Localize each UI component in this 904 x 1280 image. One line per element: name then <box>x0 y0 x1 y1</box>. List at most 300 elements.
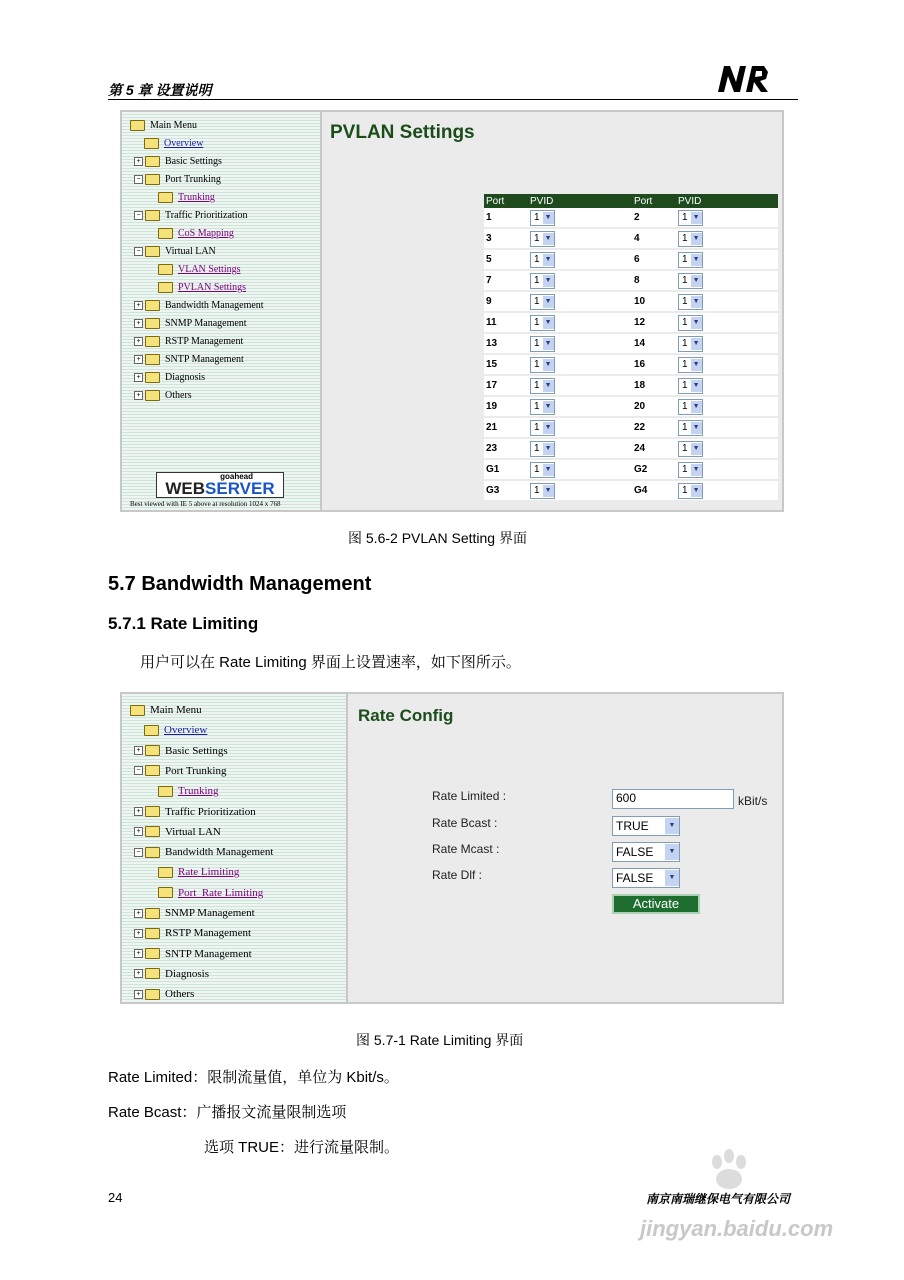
select-value: 1 <box>534 233 540 244</box>
tree-item <box>134 745 228 757</box>
tree-item-label: Diagnosis <box>165 372 205 383</box>
pvid-select[interactable] <box>530 210 555 226</box>
select-value: 1 <box>534 464 540 475</box>
expand-icon[interactable]: + <box>134 337 143 346</box>
column-header: PVID <box>676 194 778 208</box>
select-value: 1 <box>682 422 688 433</box>
folder-icon <box>158 264 173 275</box>
pvlan-screenshot <box>120 110 784 512</box>
pvid-cell <box>528 459 632 480</box>
pvid-cell <box>528 396 632 417</box>
tree-item-label: Port Trunking <box>165 174 221 185</box>
folder-icon <box>158 786 173 797</box>
folder-icon <box>145 174 160 185</box>
table-row <box>484 208 778 228</box>
pvid-cell <box>676 438 778 459</box>
port-cell: 13 <box>484 333 528 354</box>
tree-item-label[interactable]: Port_Rate Limiting <box>178 886 264 899</box>
table-row <box>484 291 778 312</box>
tree-item-label[interactable]: Overview <box>164 724 208 737</box>
chevron-down-icon: ▼ <box>543 338 554 350</box>
tree-item-label: Traffic Prioritization <box>165 210 248 221</box>
figure-caption: 图 5.6-2 PVLAN Setting 界面 <box>348 530 527 546</box>
port-cell: 21 <box>484 417 528 438</box>
tree-item <box>134 300 264 311</box>
pvid-cell <box>528 291 632 312</box>
tree-item-label[interactable]: Overview <box>164 138 204 149</box>
tree-item-label: Basic Settings <box>165 156 222 167</box>
expand-icon[interactable]: + <box>134 807 143 816</box>
port-cell: 2 <box>632 208 676 228</box>
pvlan-table <box>484 194 778 502</box>
port-cell: 7 <box>484 270 528 291</box>
pvid-select[interactable] <box>530 441 555 457</box>
column-header: Port <box>632 194 676 208</box>
folder-icon <box>158 867 173 878</box>
chevron-down-icon: ▼ <box>691 338 702 350</box>
chevron-down-icon: ▼ <box>543 443 554 455</box>
tree-item[interactable] <box>158 192 215 203</box>
collapse-icon[interactable]: − <box>134 848 143 857</box>
pvid-select[interactable] <box>678 462 703 478</box>
tree-item-label[interactable]: CoS Mapping <box>178 228 234 239</box>
expand-icon[interactable]: + <box>134 319 143 328</box>
tree-item <box>134 210 248 221</box>
tree-item-label[interactable]: Trunking <box>178 192 215 203</box>
header-rule <box>108 99 798 100</box>
tree-item-label: Traffic Prioritization <box>165 805 256 818</box>
section-heading: 5.7 Bandwidth Management <box>108 573 372 595</box>
folder-icon <box>145 948 160 959</box>
select-value: 1 <box>682 212 688 223</box>
tree-item-label[interactable]: PVLAN Settings <box>178 282 247 293</box>
folder-icon <box>130 705 145 716</box>
expand-icon[interactable]: + <box>134 355 143 364</box>
chevron-down-icon: ▼ <box>543 317 554 329</box>
folder-icon <box>145 928 160 939</box>
port-cell: G2 <box>632 459 676 480</box>
rate-dlf-select[interactable] <box>612 868 680 888</box>
tree-item-label[interactable]: VLAN Settings <box>178 264 241 275</box>
tree-item[interactable] <box>158 866 239 878</box>
tree-item[interactable] <box>144 138 203 149</box>
badge-small-text: goahead <box>220 472 253 481</box>
tree-item <box>130 704 202 716</box>
tree-item-label: Main Menu <box>150 704 202 716</box>
select-value: 1 <box>534 359 540 370</box>
table-row <box>484 354 778 375</box>
pvid-cell <box>676 396 778 417</box>
folder-icon <box>145 826 160 837</box>
tree-item-label[interactable]: Trunking <box>178 785 219 798</box>
pvid-select[interactable] <box>530 420 555 436</box>
subsection-heading: 5.7.1 Rate Limiting <box>108 614 259 633</box>
chevron-down-icon: ▼ <box>543 485 554 497</box>
rate-config-screenshot <box>120 692 784 1004</box>
tree-item-label: Others <box>165 390 192 401</box>
pvid-cell <box>676 249 778 270</box>
page-number: 24 <box>108 1190 123 1205</box>
chevron-down-icon: ▼ <box>691 422 702 434</box>
folder-icon <box>158 282 173 293</box>
pvid-select[interactable] <box>678 420 703 436</box>
tree-item <box>134 907 255 919</box>
select-value: 1 <box>682 338 688 349</box>
rate-limited-label: Rate Limited : <box>432 789 507 803</box>
folder-icon <box>145 372 160 383</box>
baidu-paw-icon <box>706 1148 752 1192</box>
tree-item <box>134 318 247 329</box>
select-value: 1 <box>682 296 688 307</box>
port-cell: 16 <box>632 354 676 375</box>
tree-item <box>134 948 252 960</box>
pvid-select[interactable] <box>530 294 555 310</box>
chevron-down-icon: ▼ <box>543 233 554 245</box>
collapse-icon[interactable]: − <box>134 211 143 220</box>
folder-icon <box>144 138 159 149</box>
folder-icon <box>145 806 160 817</box>
tree-item[interactable] <box>158 785 219 797</box>
expand-icon[interactable]: + <box>134 157 143 166</box>
pvid-select[interactable] <box>678 252 703 268</box>
tree-item-label: Bandwidth Management <box>165 846 274 859</box>
chevron-down-icon: ▼ <box>691 485 702 497</box>
table-row <box>484 249 778 270</box>
expand-icon[interactable]: + <box>134 909 143 918</box>
folder-icon <box>145 300 160 311</box>
tree-item-label: RSTP Management <box>165 927 252 940</box>
tree-item <box>134 372 205 383</box>
table-row <box>484 459 778 480</box>
column-header: Port <box>484 194 528 208</box>
pvid-cell <box>528 354 632 375</box>
tree-item <box>134 174 221 185</box>
pvid-select[interactable] <box>530 252 555 268</box>
rate-bcast-select[interactable] <box>612 816 680 836</box>
figure-caption: 图 5.7-1 Rate Limiting 界面 <box>356 1032 524 1048</box>
chevron-down-icon: ▼ <box>543 464 554 476</box>
tree-item-label: Main Menu <box>150 120 197 131</box>
folder-icon <box>145 968 160 979</box>
port-cell: 3 <box>484 228 528 249</box>
desc-rate-limited: Rate Limited：限制流量值，单位为 Kbit/s。 <box>108 1069 399 1086</box>
tree-item <box>134 390 192 401</box>
page-title: Rate Config <box>358 706 454 725</box>
select-value: FALSE <box>616 871 654 885</box>
desc-rate-bcast: Rate Bcast：广播报文流量限制选项 <box>108 1104 347 1121</box>
chevron-down-icon: ▼ <box>543 254 554 266</box>
table-row <box>484 333 778 354</box>
tree-item <box>134 246 216 257</box>
select-value: 1 <box>534 296 540 307</box>
tree-item <box>134 927 251 939</box>
pvid-cell <box>676 417 778 438</box>
tree-item-label: SNTP Management <box>165 354 244 365</box>
select-value: 1 <box>534 317 540 328</box>
table-row <box>484 417 778 438</box>
column-header: PVID <box>528 194 632 208</box>
select-value: 1 <box>534 275 540 286</box>
chevron-down-icon: ▼ <box>691 296 702 308</box>
rate-mcast-select[interactable] <box>612 842 680 862</box>
select-value: 1 <box>682 359 688 370</box>
folder-icon <box>145 745 160 756</box>
select-value: 1 <box>682 317 688 328</box>
pvid-select[interactable] <box>678 210 703 226</box>
pvid-cell <box>676 228 778 249</box>
select-value: TRUE <box>616 819 649 833</box>
folder-icon <box>158 192 173 203</box>
page-title: PVLAN Settings <box>330 122 475 143</box>
chevron-down-icon: ▼ <box>691 212 702 224</box>
pvid-cell <box>528 438 632 459</box>
port-cell: 15 <box>484 354 528 375</box>
select-value: 1 <box>682 275 688 286</box>
pvid-cell <box>528 228 632 249</box>
port-cell: 12 <box>632 312 676 333</box>
expand-icon[interactable]: + <box>134 746 143 755</box>
pvid-select[interactable] <box>530 462 555 478</box>
select-value: 1 <box>682 254 688 265</box>
tree-item-label: Basic Settings <box>165 744 228 757</box>
tree-item-label: SNMP Management <box>165 318 247 329</box>
pvid-cell <box>676 291 778 312</box>
select-value: FALSE <box>616 845 654 859</box>
table-row <box>484 438 778 459</box>
rate-dlf-label: Rate Dlf : <box>432 868 483 882</box>
rate-mcast-label: Rate Mcast : <box>432 842 500 856</box>
main-menu-tree <box>122 694 346 1002</box>
pvid-cell <box>528 417 632 438</box>
select-value: 1 <box>534 401 540 412</box>
table-row <box>484 480 778 501</box>
select-value: 1 <box>534 443 540 454</box>
pvid-select[interactable] <box>678 315 703 331</box>
port-cell: 14 <box>632 333 676 354</box>
main-menu-tree <box>122 112 320 510</box>
tree-item-label: SNTP Management <box>165 947 252 960</box>
watermark: jingyan.baidu.com <box>640 1216 834 1241</box>
folder-icon <box>158 228 173 239</box>
tree-item <box>134 988 194 1000</box>
chevron-down-icon: ▼ <box>665 818 679 834</box>
folder-icon <box>145 246 160 257</box>
pvid-select[interactable] <box>530 483 555 499</box>
folder-icon <box>145 989 160 1000</box>
collapse-icon[interactable]: − <box>134 247 143 256</box>
tree-item <box>134 765 226 777</box>
chevron-down-icon: ▼ <box>543 212 554 224</box>
chevron-down-icon: ▼ <box>543 422 554 434</box>
expand-icon[interactable]: + <box>134 969 143 978</box>
pvid-select[interactable] <box>678 357 703 373</box>
pvid-select[interactable] <box>530 399 555 415</box>
folder-icon <box>145 847 160 858</box>
pvid-cell <box>528 480 632 501</box>
desc-option-true: 选项 TRUE：进行流量限制。 <box>204 1139 400 1156</box>
folder-icon <box>145 908 160 919</box>
rate-bcast-label: Rate Bcast : <box>432 816 498 830</box>
chevron-down-icon: ▼ <box>665 844 679 860</box>
badge-web-text: WEB <box>165 479 206 498</box>
port-cell: 5 <box>484 249 528 270</box>
expand-icon[interactable]: + <box>134 990 143 999</box>
table-row <box>484 228 778 249</box>
pvid-cell <box>528 208 632 228</box>
folder-icon <box>145 354 160 365</box>
table-row <box>484 396 778 417</box>
company-name: 南京南瑞继保电气有限公司 <box>646 1192 791 1206</box>
tree-item-label: RSTP Management <box>165 336 244 347</box>
pvid-cell <box>676 375 778 396</box>
pvid-cell <box>676 333 778 354</box>
webserver-badge <box>156 472 284 498</box>
pvid-select[interactable] <box>678 336 703 352</box>
tree-item-label[interactable]: Rate Limiting <box>178 866 240 879</box>
pvid-select[interactable] <box>678 231 703 247</box>
port-cell: G4 <box>632 480 676 501</box>
folder-icon <box>145 390 160 401</box>
chevron-down-icon: ▼ <box>691 233 702 245</box>
chevron-down-icon: ▼ <box>691 275 702 287</box>
nr-logo <box>716 64 770 94</box>
tree-item[interactable] <box>158 264 241 275</box>
tree-item[interactable] <box>158 887 263 899</box>
collapse-icon[interactable]: − <box>134 175 143 184</box>
tree-item <box>134 968 209 980</box>
table-row <box>484 375 778 396</box>
tree-item <box>134 336 243 347</box>
select-value: 1 <box>682 464 688 475</box>
chevron-down-icon: ▼ <box>691 464 702 476</box>
pvid-cell <box>676 270 778 291</box>
pvid-cell <box>676 312 778 333</box>
pvid-cell <box>676 354 778 375</box>
chevron-down-icon: ▼ <box>543 275 554 287</box>
select-value: 1 <box>534 254 540 265</box>
folder-icon <box>158 887 173 898</box>
expand-icon[interactable]: + <box>134 949 143 958</box>
table-row <box>484 270 778 291</box>
pvid-select[interactable] <box>530 231 555 247</box>
chevron-down-icon: ▼ <box>691 254 702 266</box>
badge-server-text: SERVER <box>205 479 275 498</box>
port-cell: 9 <box>484 291 528 312</box>
pvid-select[interactable] <box>678 441 703 457</box>
activate-button[interactable]: Activate <box>612 894 700 914</box>
tree-item[interactable] <box>144 724 207 736</box>
chevron-down-icon: ▼ <box>543 359 554 371</box>
pvid-cell <box>528 375 632 396</box>
tree-item <box>134 826 221 838</box>
select-value: 1 <box>682 380 688 391</box>
chevron-down-icon: ▼ <box>543 401 554 413</box>
rate-limited-input[interactable]: 600 <box>612 789 734 809</box>
tree-item[interactable] <box>158 228 234 239</box>
folder-icon <box>130 120 145 131</box>
pvid-select[interactable] <box>530 378 555 394</box>
port-cell: 1 <box>484 208 528 228</box>
expand-icon[interactable]: + <box>134 301 143 310</box>
resolution-footnote: Best viewed with IE 5 above at resolution 1024 x 768 <box>130 500 281 508</box>
rate-config-content <box>348 694 782 1002</box>
expand-icon[interactable]: + <box>134 827 143 836</box>
pvid-select[interactable] <box>678 399 703 415</box>
rate-limited-unit: kBit/s <box>738 794 768 808</box>
chevron-down-icon: ▼ <box>691 443 702 455</box>
select-value: 1 <box>534 338 540 349</box>
pvid-select[interactable] <box>678 378 703 394</box>
pvid-cell <box>676 480 778 501</box>
port-cell: 20 <box>632 396 676 417</box>
select-value: 1 <box>534 212 540 223</box>
pvid-cell <box>528 312 632 333</box>
select-value: 1 <box>534 422 540 433</box>
port-cell: G3 <box>484 480 528 501</box>
tree-item <box>134 156 222 167</box>
table-row <box>484 312 778 333</box>
port-cell: 4 <box>632 228 676 249</box>
port-cell: 18 <box>632 375 676 396</box>
collapse-icon[interactable]: − <box>134 766 143 775</box>
pvid-select[interactable] <box>678 273 703 289</box>
pvid-cell <box>528 333 632 354</box>
pvid-cell <box>528 270 632 291</box>
folder-icon <box>145 210 160 221</box>
port-cell: 24 <box>632 438 676 459</box>
chevron-down-icon: ▼ <box>691 359 702 371</box>
select-value: 1 <box>682 443 688 454</box>
tree-item[interactable] <box>158 282 246 293</box>
pvid-select[interactable] <box>530 315 555 331</box>
select-value: 1 <box>682 485 688 496</box>
folder-icon <box>144 725 159 736</box>
tree-item <box>134 806 256 818</box>
folder-icon <box>145 336 160 347</box>
tree-item <box>130 120 197 131</box>
select-value: 1 <box>534 485 540 496</box>
pvlan-content <box>322 112 782 510</box>
pvid-select[interactable] <box>530 336 555 352</box>
expand-icon[interactable]: + <box>134 929 143 938</box>
port-cell: 17 <box>484 375 528 396</box>
chevron-down-icon: ▼ <box>665 870 679 886</box>
pvid-select[interactable] <box>678 294 703 310</box>
tree-item-label: Port Trunking <box>165 764 227 777</box>
tree-item-label: Virtual LAN <box>165 246 216 257</box>
select-value: 1 <box>534 380 540 391</box>
pvid-select[interactable] <box>678 483 703 499</box>
port-cell: 19 <box>484 396 528 417</box>
expand-icon[interactable]: + <box>134 391 143 400</box>
port-cell: G1 <box>484 459 528 480</box>
port-cell: 11 <box>484 312 528 333</box>
port-cell: 10 <box>632 291 676 312</box>
expand-icon[interactable]: + <box>134 373 143 382</box>
folder-icon <box>145 765 160 776</box>
tree-item <box>134 846 273 858</box>
pvid-cell <box>676 459 778 480</box>
pvid-select[interactable] <box>530 357 555 373</box>
tree-item-label: Virtual LAN <box>165 825 221 838</box>
chevron-down-icon: ▼ <box>691 317 702 329</box>
tree-item-label: Others <box>165 988 195 1001</box>
tree-item-label: Bandwidth Management <box>165 300 264 311</box>
folder-icon <box>145 156 160 167</box>
folder-icon <box>145 318 160 329</box>
pvid-cell <box>528 249 632 270</box>
pvid-select[interactable] <box>530 273 555 289</box>
